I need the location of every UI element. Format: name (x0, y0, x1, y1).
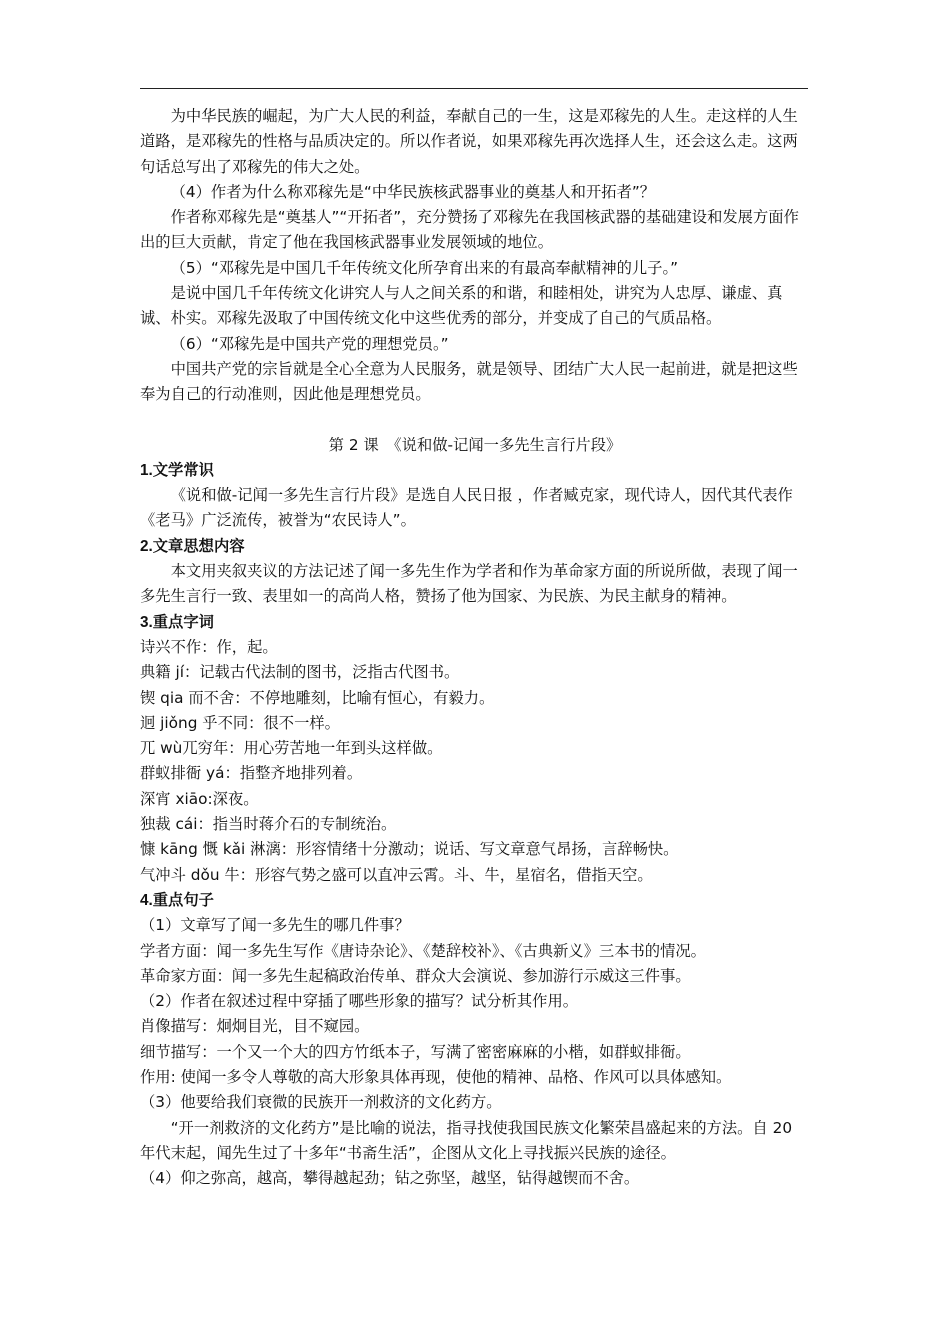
paragraph: 是说中国几千年传统文化讲究人与人之间关系的和谐，和睦相处，讲究为人忠厚、谦虚、真诚、朴实。邓稼先汲取了中国传统文化中这些优秀的部分，并变成了自己的气质品格。 (140, 284, 783, 328)
vocab-item: 兀 wù兀穷年：用心劳苦地一年到头这样做。 (140, 739, 443, 758)
question-heading: （5）“邓稼先是中国几千年传统文化所孕育出来的有最高奉献精神的儿子。” (170, 258, 679, 277)
vocab-item: 诗兴不作：作，起。 (140, 637, 278, 656)
vocab-item: 迥 jiǒng 乎不同：很不一样。 (140, 713, 340, 732)
section-heading: 3.重点字词 (140, 613, 214, 631)
vocab-item: 锲 qia 而不舍：不停地雕刻，比喻有恒心，有毅力。 (140, 688, 495, 707)
vocab-item: 群蚁排衙 yá：指整齐地排列着。 (140, 764, 363, 783)
lesson-title: 第 2 课 《说和做-记闻一多先生言行片段》 (328, 435, 622, 454)
vocab-item: 气冲斗 dǒu 牛：形容气势之盛可以直冲云霄。斗、牛，星宿名，借指天空。 (140, 865, 653, 884)
header-rule (140, 88, 808, 89)
question-heading: （4）仰之弥高，越高，攀得越起劲；钻之弥坚，越坚，钻得越锲而不舍。 (140, 1169, 640, 1188)
paragraph: 作者称邓稼先是“奠基人”“开拓者”，充分赞扬了邓稼先在我国核武器的基础建设和发展方面作出的巨大贡献，肯定了他在我国核武器事业发展领域的地位。 (140, 208, 799, 252)
paragraph: 为中华民族的崛起，为广大人民的利益，奉献自己的一生，这是邓稼先的人生。走这样的人生道路，是邓稼先的性格与品质决定的。所以作者说，如果邓稼先再次选择人生，还会这么走。这两句话总写出了邓稼先的伟大之处。 (140, 107, 798, 176)
section-heading: 2.文章思想内容 (140, 537, 245, 555)
answer-line: 肖像描写：炯炯目光，目不窥园。 (140, 1017, 370, 1036)
question-heading: （2）作者在叙述过程中穿插了哪些形象的描写？试分析其作用。 (140, 992, 579, 1011)
vocab-item: 独裁 cái：指当时蒋介石的专制统治。 (140, 815, 397, 834)
question-heading: （1）文章写了闻一多先生的哪几件事？ (140, 916, 410, 935)
answer-line: 学者方面：闻一多先生写作《唐诗杂论》、《楚辞校补》、《古典新义》三本书的情况。 (140, 941, 706, 960)
answer-line: 作用: 使闻一多令人尊敬的高大形象具体再现，使他的精神、品格、作风可以具体感知。 (140, 1067, 732, 1086)
vocab-item: 典籍 jí：记载古代法制的图书，泛指古代图书。 (140, 663, 460, 682)
paragraph: 中国共产党的宗旨就是全心全意为人民服务，就是领导、团结广大人民一起前进，就是把这些奉为自己的行动准则，因此他是理想党员。 (140, 359, 798, 404)
paragraph: 本文用夹叙夹议的方法记述了闻一多先生作为学者和作为革命家方面的所说所做，表现了闻一多先生言行一致、表里如一的高尚人格，赞扬了他为国家、为民族、为民主献身的精神。 (140, 562, 798, 606)
answer-line: 细节描写：一个又一个大的四方竹纸本子，写满了密密麻麻的小楷，如群蚁排衙。 (140, 1042, 691, 1061)
paragraph: 《说和做-记闻一多先生言行片段》是选自人民日报 ，作者臧克家，现代诗人，因代其代表作《老马》广泛流传，被誉为“农民诗人”。 (140, 486, 793, 530)
vocab-item: 慷 kāng 慨 kǎi 淋漓：形容情绪十分激动；说话、写文章意气昂扬，言辞畅快。 (140, 840, 679, 859)
vocab-item: 深宵 xiāo:深夜。 (140, 789, 259, 808)
paragraph: “开一剂救济的文化药方”是比喻的说法，指寻找使我国民族文化繁荣昌盛起来的方法。自 20 年代末起，闻先生过了十多年“书斋生活”，企图从文化上寻找振兴民族的途径。 (140, 1118, 793, 1162)
answer-line: 革命家方面：闻一多先生起稿政治传单、群众大会演说、参加游行示威这三件事。 (140, 966, 691, 985)
question-heading: （3）他要给我们衰微的民族开一剂救济的文化药方。 (140, 1093, 502, 1112)
document-page (140, 104, 810, 1191)
section-heading: 1.文学常识 (140, 461, 214, 479)
section-heading: 4.重点句子 (140, 891, 214, 909)
question-heading: （6）“邓稼先是中国共产党的理想党员。” (170, 334, 449, 353)
question-heading: （4）作者为什么称邓稼先是“中华民族核武器事业的奠基人和开拓者”？ (170, 182, 656, 201)
